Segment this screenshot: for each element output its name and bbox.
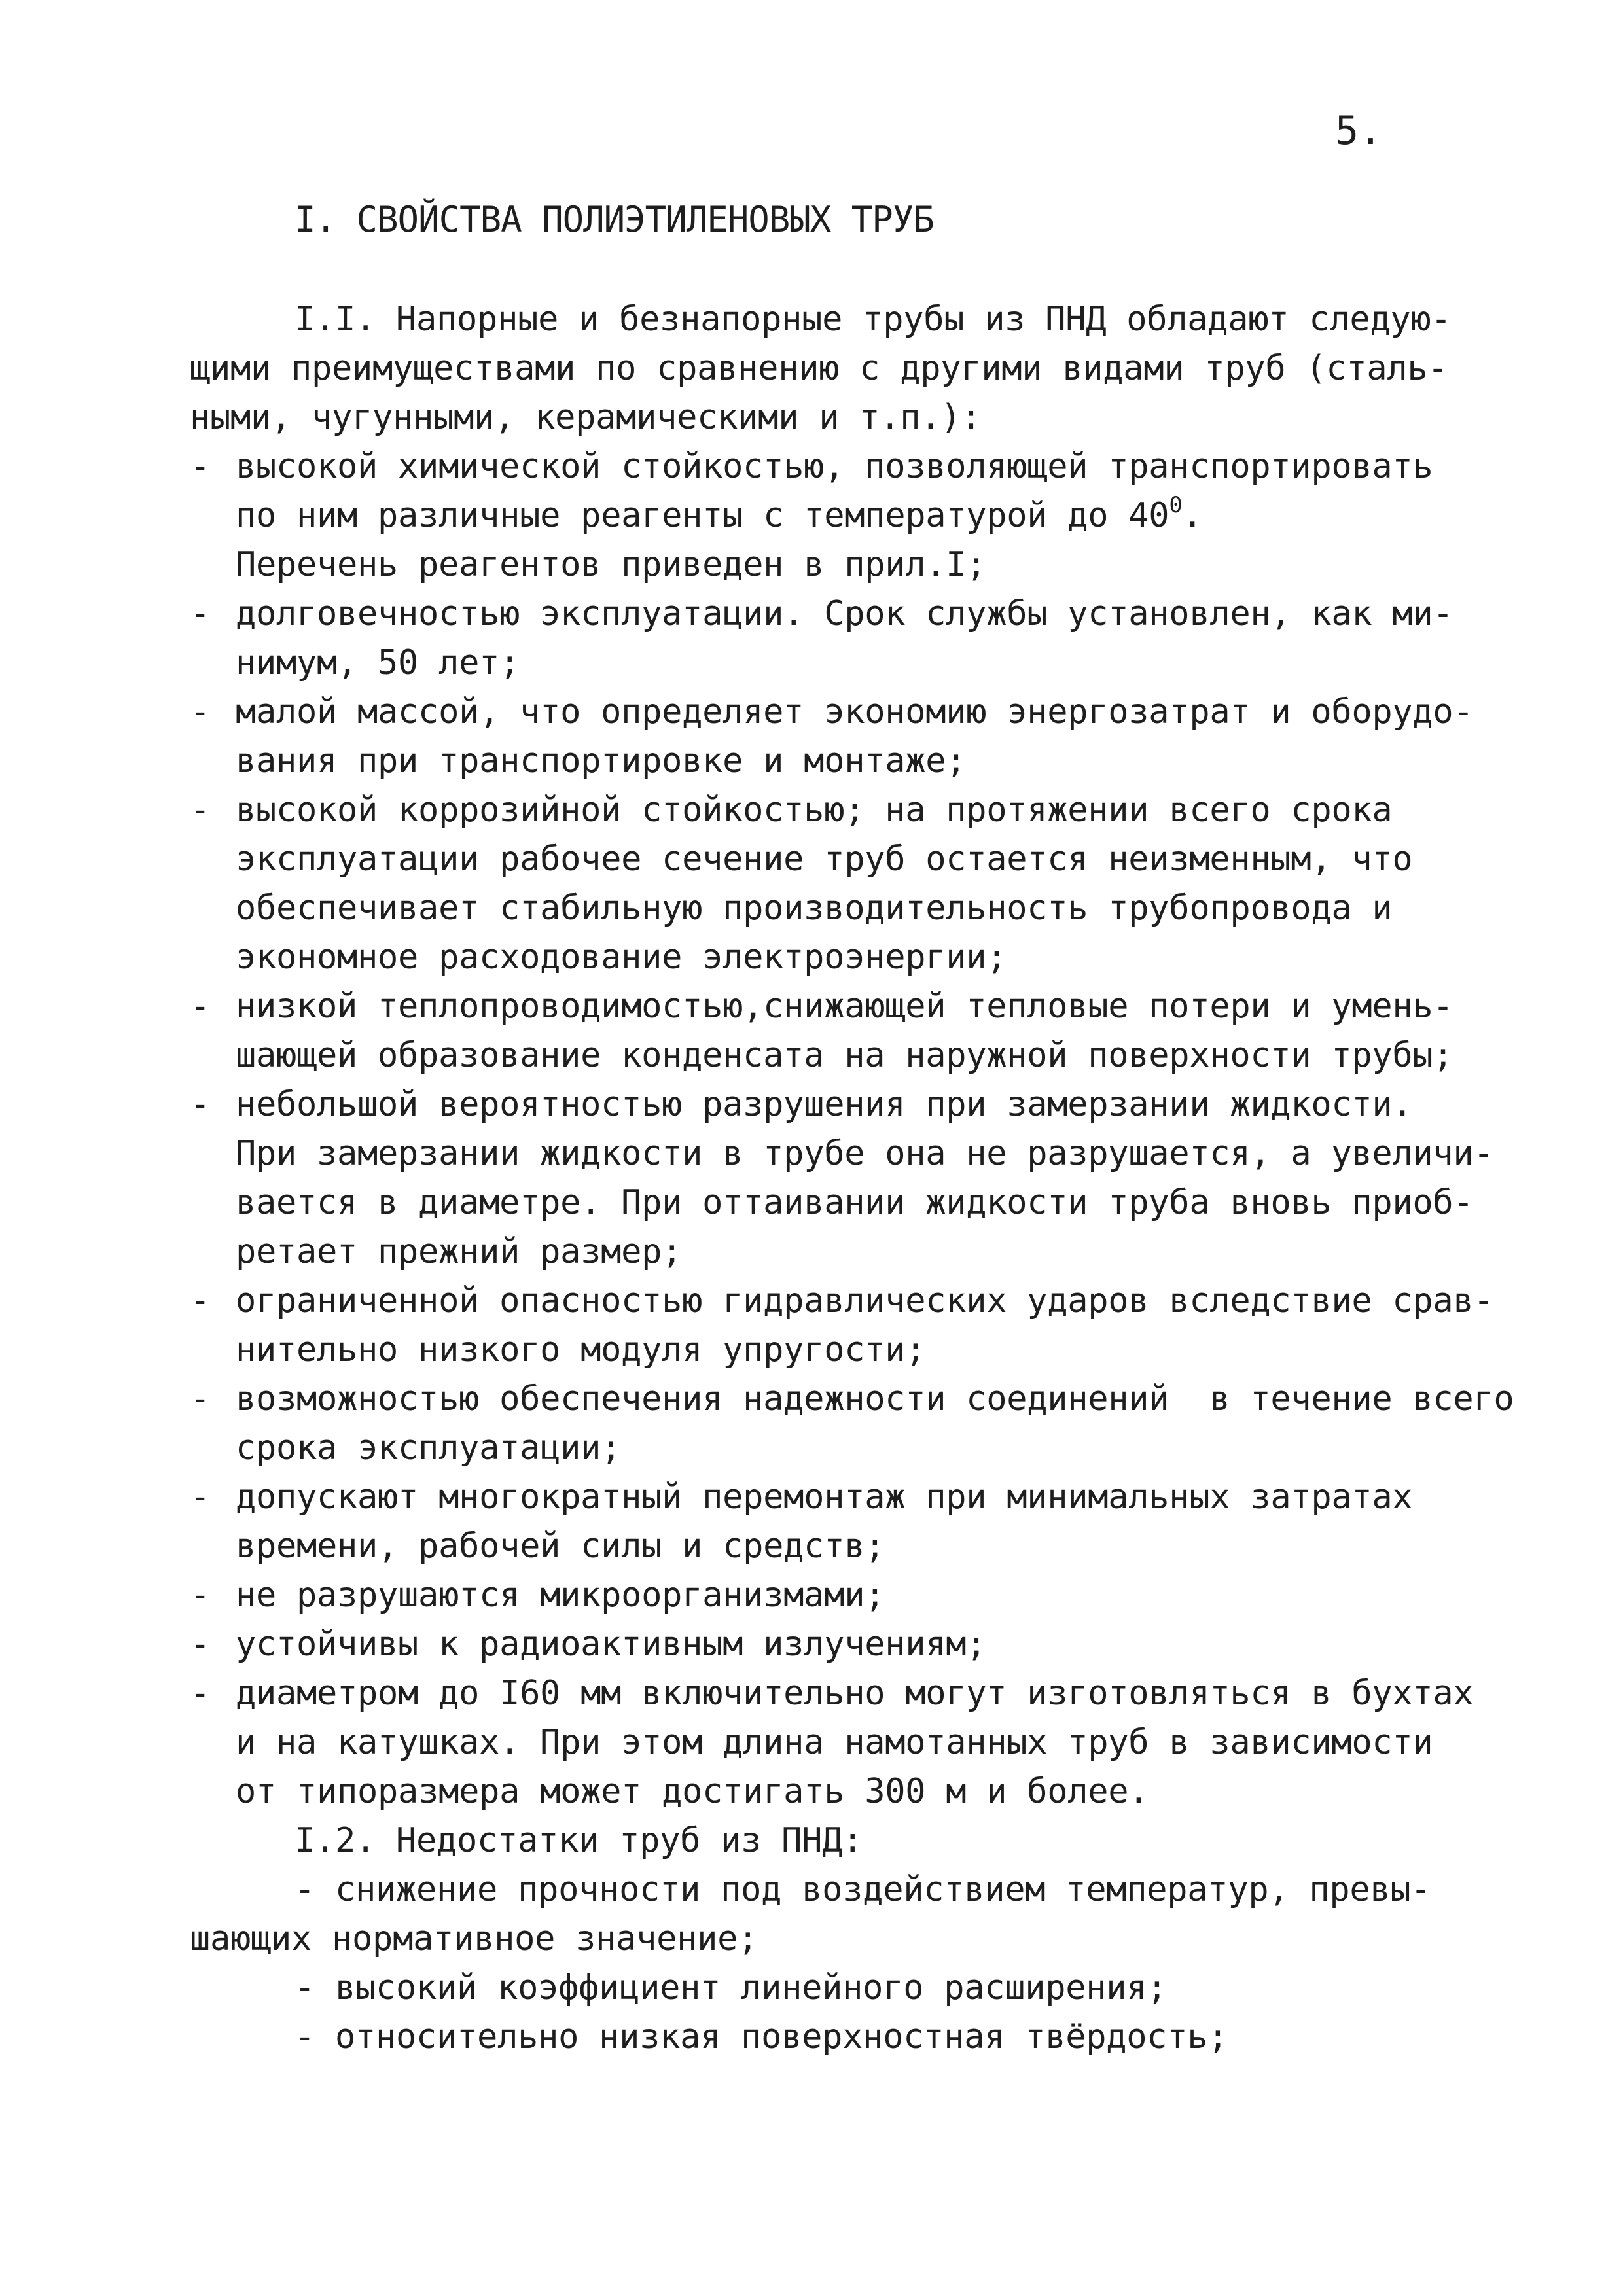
list-item-line: по ним различные реагенты с температурой до $40^0$. — [236, 492, 1203, 535]
list-item-line: шающих нормативное значение; — [190, 1919, 758, 1958]
list-item-line: При замерзании жидкости в трубе она не разрушается, а увеличи- — [236, 1134, 1494, 1173]
list-item-line: вания при транспортировке и монтаже; — [236, 741, 967, 781]
list-item-line: ограниченной опасностью гидравлических ударов вследствие срав- — [236, 1281, 1494, 1320]
list-item-line: высокой коррозийной стойкостью; на протяжении всего срока — [236, 790, 1393, 830]
list-dash: - — [190, 594, 211, 633]
list-dash: - — [190, 1477, 211, 1517]
list-item-line: диаметром до I60 мм включительно могут изготовляться в бухтах — [236, 1674, 1474, 1713]
list-dash: - — [190, 1379, 211, 1419]
degree-superscript: 0 — [1169, 492, 1183, 518]
list-item-line: устойчивы к радиоактивным излучениям; — [236, 1625, 987, 1664]
list-dash: - — [190, 1085, 211, 1124]
list-dash: - — [190, 1625, 211, 1664]
list-item-line: эксплуатации рабочее сечение труб остается неизменным, что — [236, 839, 1413, 879]
list-item-line: ретает прежний размер; — [236, 1232, 683, 1271]
list-item-line: долговечностью эксплуатации. Срок службы установлен, как ми- — [236, 594, 1454, 633]
list-dash: - — [190, 692, 211, 732]
list-item-line: - относительно низкая поверхностная твёрдость; — [294, 2017, 1228, 2057]
list-item-line: нительно низкого модуля упругости; — [236, 1330, 926, 1369]
list-dash: - — [190, 1576, 211, 1615]
list-item-line: допускают многократный перемонтаж при минимальных затратах — [236, 1477, 1413, 1517]
paragraph-line: щими преимуществами по сравнению с другими видами труб (сталь- — [190, 349, 1448, 388]
list-item-line: не разрушаются микроорганизмами; — [236, 1576, 885, 1615]
list-item-line: нимум, 50 лет; — [236, 643, 520, 682]
list-dash: - — [190, 987, 211, 1026]
list-item-line: небольшой вероятностью разрушения при замерзании жидкости. — [236, 1085, 1413, 1124]
section-title: I. СВОЙСТВА ПОЛИЭТИЛЕНОВЫХ ТРУБ — [294, 199, 934, 240]
list-item-line: времени, рабочей силы и средств; — [236, 1527, 885, 1566]
paragraph-line: I.I. Напорные и безнапорные трубы из ПНД обладают следую- — [294, 300, 1452, 339]
list-item-line: вается в диаметре. При оттаивании жидкости труба вновь приоб- — [236, 1183, 1474, 1222]
list-item-line: от типоразмера может достигать 300 м и более. — [236, 1772, 1149, 1811]
page-number: 5. — [1335, 108, 1383, 154]
list-dash: - — [190, 790, 211, 830]
list-item-line: низкой теплопроводимостью,снижающей тепловые потери и умень- — [236, 987, 1454, 1026]
list-item-line: высокой химической стойкостью, позволяющей транспортировать — [236, 447, 1433, 486]
list-dash: - — [190, 1674, 211, 1713]
list-item-line: - снижение прочности под воздействием температур, превы- — [294, 1870, 1431, 1909]
paragraph-line: ными, чугунными, керамическими и т.п.): — [190, 398, 982, 437]
list-item-line: срока эксплуатации; — [236, 1428, 622, 1468]
list-dash: - — [190, 447, 211, 486]
list-item-line: возможностью обеспечения надежности соединений в течение всего — [236, 1379, 1514, 1419]
list-item-line: экономное расходование электроэнергии; — [236, 938, 1007, 977]
subsection-heading: I.2. Недостатки труб из ПНД: — [294, 1821, 863, 1860]
list-item-line: шающей образование конденсата на наружной поверхности трубы; — [236, 1036, 1454, 1075]
list-item-line: - высокий коэффициент линейного расширения; — [294, 1968, 1168, 2007]
list-item-line: Перечень реагентов приведен в прил.I; — [236, 545, 987, 584]
list-item-line: малой массой, что определяет экономию энергозатрат и оборудо- — [236, 692, 1474, 732]
list-item-line: обеспечивает стабильную производительность трубопровода и — [236, 889, 1393, 928]
list-dash: - — [190, 1281, 211, 1320]
list-item-line: и на катушках. При этом длина намотанных труб в зависимости — [236, 1723, 1433, 1762]
